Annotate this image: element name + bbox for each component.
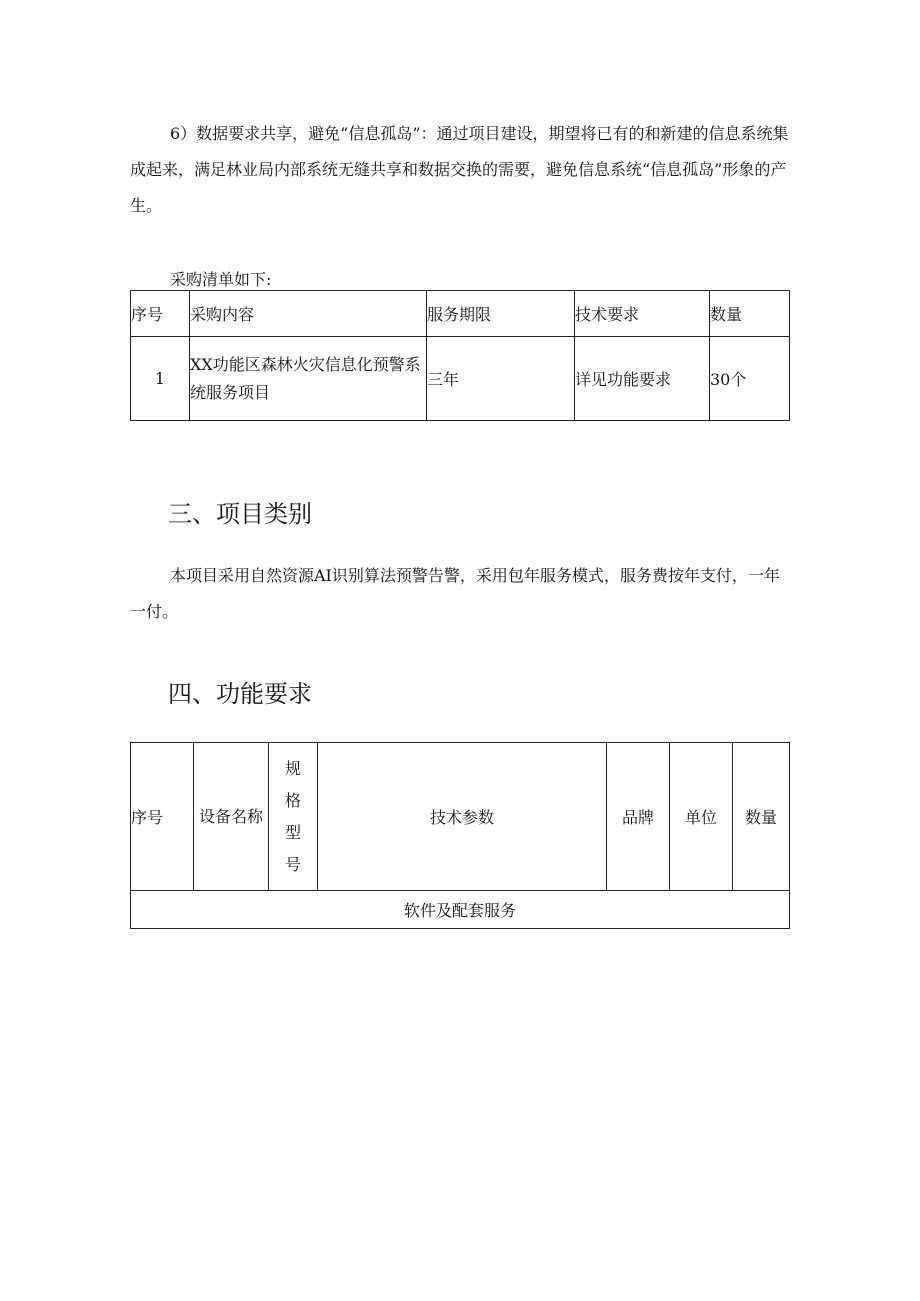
paragraph-6: 6）数据要求共享，避免“信息孤岛”：通过项目建设，期望将已有的和新建的信息系统集成起来，满足林业局内部系统无缝共享和数据交换的需要，避免信息系统“信息孤岛”形象的产生。 <box>130 124 789 215</box>
header-requirement: 技术要求 <box>575 291 710 337</box>
cell-period: 三年 <box>427 337 575 421</box>
table-header-row <box>131 291 790 337</box>
cell-content: XX功能区森林火灾信息化预警系统服务项目 <box>190 337 427 421</box>
header-content: 采购内容 <box>190 291 427 337</box>
procurement-intro: 采购清单如下: <box>170 270 272 289</box>
table-header-row <box>131 743 790 891</box>
header-brand: 品牌 <box>607 743 670 891</box>
header-index: 序号 <box>131 743 194 891</box>
header-device-name: 设备名称 <box>194 743 269 891</box>
header-index: 序号 <box>131 291 190 337</box>
header-quantity: 数量 <box>710 291 790 337</box>
header-spec: 规格型号 <box>284 758 301 874</box>
procurement-table <box>130 290 790 421</box>
header-unit: 单位 <box>670 743 733 891</box>
cell-index: 1 <box>131 337 190 421</box>
section3-body: 本项目采用自然资源AI识别算法预警告警，采用包年服务模式，服务费按年支付，一年一付。 <box>130 566 780 621</box>
header-period: 服务期限 <box>427 291 575 337</box>
function-table <box>130 742 790 929</box>
cell-requirement: 详见功能要求 <box>575 337 710 421</box>
section4-title: 四、功能要求 <box>168 680 312 708</box>
header-quantity: 数量 <box>733 743 790 891</box>
table-row <box>131 891 790 929</box>
section3-title: 三、项目类别 <box>168 500 312 528</box>
header-tech-params: 技术参数 <box>318 743 607 891</box>
cell-quantity: 30个 <box>710 337 790 421</box>
table-row <box>131 337 790 421</box>
group-row: 软件及配套服务 <box>131 891 790 929</box>
